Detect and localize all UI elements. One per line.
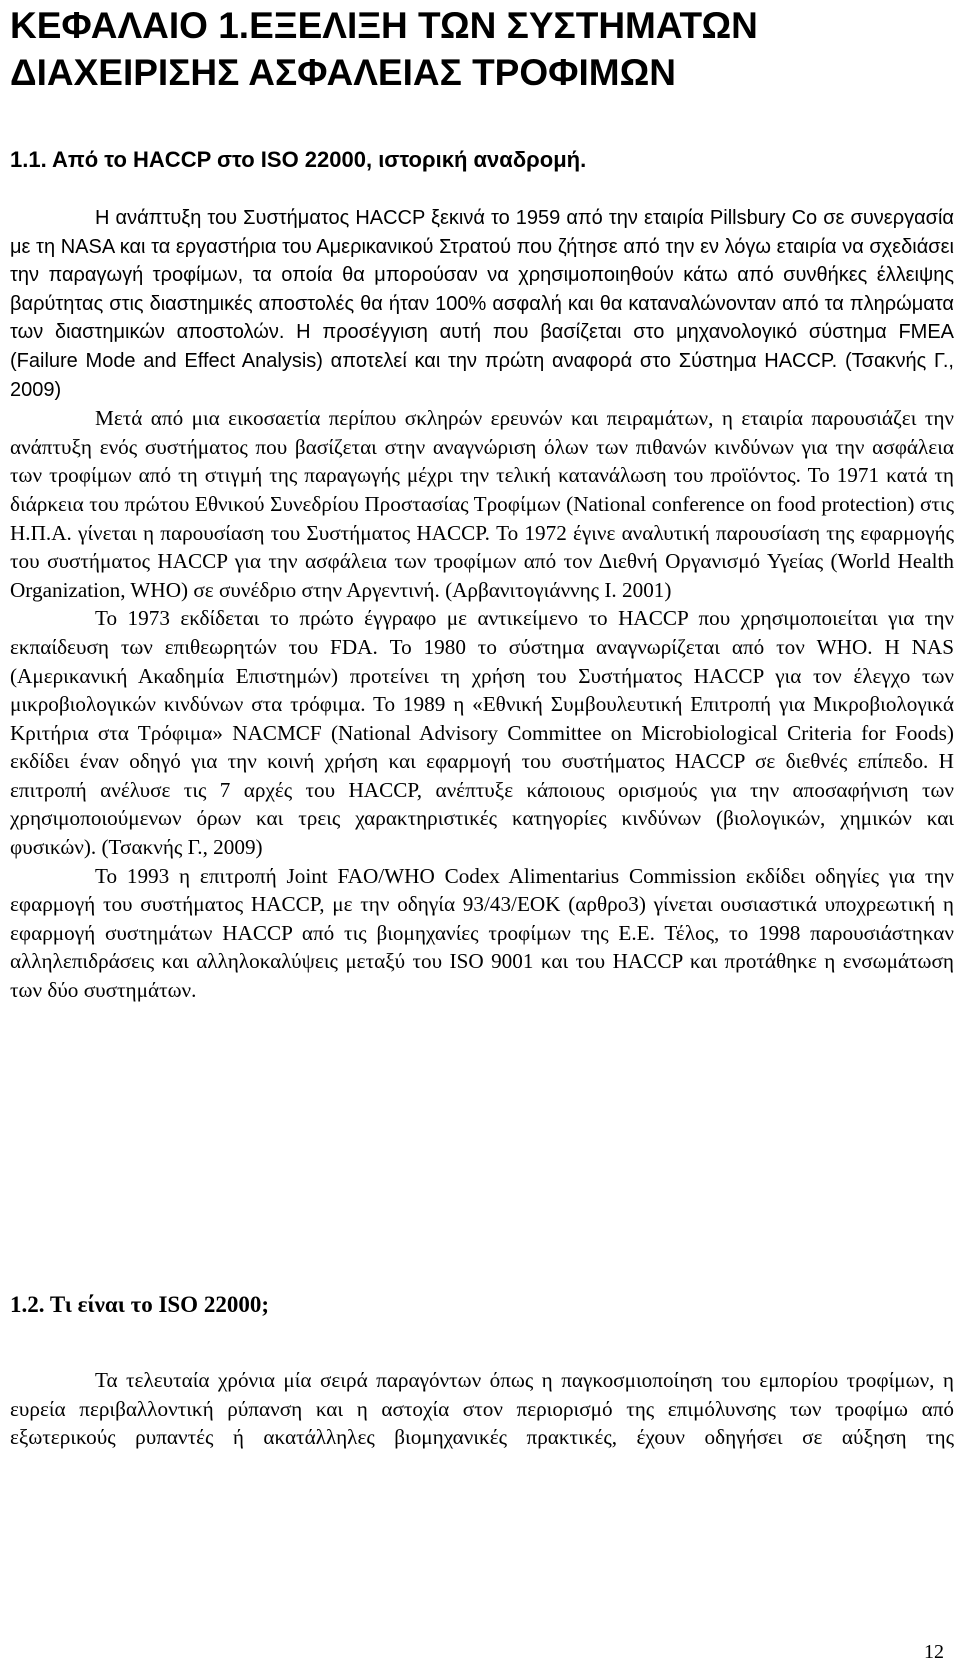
chapter-title: [10, 2, 954, 96]
paragraph-4: Το 1993 η επιτροπή Joint FAO/WHO Codex Alimentarius Commission εκδίδει οδηγίες για την εφαρμογή του συστήματος HACCP, με την οδηγία 93/43/ΕΟΚ (αρθρο3) γίνεται ουσιαστικά υποχρεωτική η εφαρμογή συστημάτων HACCP από τις βιομηχανίες τροφίμων της Ε.Ε. Τέλος, το 1998 παρουσιάστηκαν αλληλεπιδράσεις και αλληλοκαλύψεις μεταξύ του ISO 9001 και του HACCP και προτάθηκε η ενσωμάτωση των δύο συστημάτων.: [10, 863, 954, 1003]
chapter-title-line-1: ΚΕΦΑΛΑΙΟ 1.ΕΞΕΛΙΞΗ ΤΩΝ ΣΥΣΤΗΜΑΤΩΝ: [10, 5, 758, 46]
section-1-1-body: [10, 204, 954, 1005]
paragraph-5: Τα τελευταία χρόνια μία σειρά παραγόντων όπως η παγκοσμιοποίηση του εμπορίου τροφίμων, η ευρεία περιβαλλοντική ρύπανση και η αστοχία στον περιορισμό της επιμόλυνσης των τροφίμω από εξωτερικούς ρυπαντές ή ακατάλληλες βιομηχανικές πρακτικές, έχουν οδηγήσει σε αύξηση της: [10, 1368, 954, 1450]
page-number: 12: [924, 1641, 944, 1663]
paragraph-1: Η ανάπτυξη του Συστήματος HACCP ξεκινά το 1959 από την εταιρία Pillsbury Co σε συνεργασία με τη NASA και τα εργαστήρια του Αμερικανικού Στρατού που ζήτησε από την εν λόγω εταιρία να σχεδιάσει την παραγωγή τροφίμων, τα οποία θα μπορούσαν να χρησιμοποιηθούν κάτω από συνθήκες έλλειψης βαρύτητας στις διαστημικές αποστολές θα ήταν 100% ασφαλή και θα καταναλώνονταν από τα πληρώματα των διαστημικών αποστολών. Η προσέγγιση αυτή που βασίζεται στο μηχανολογικό σύστημα FMEA (Failure Mode and Effect Analysis) αποτελεί και την πρώτη αναφορά στο Σύστημα HACCP. (Τσακνής Γ., 2009): [10, 207, 954, 401]
paragraph-3: Το 1973 εκδίδεται το πρώτο έγγραφο με αντικείμενο το HACCP που χρησιμοποιείται για την εκπαίδευση των επιθεωρητών του FDA. Το 1980 το σύστημα αναγνωρίζεται από τον WHO. Η NAS (Αμερικανική Ακαδημία Επιστημών) προτείνει τη χρήση του Συστήματος HACCP για τον έλεγχο των μικροβιολογικών κινδύνων στα τρόφιμα. Το 1989 η «Εθνική Συμβουλευτική Επιτροπή για Μικροβιολογικά Κριτήρια στα Τρόφιμα» NACMCF (National Advisory Committee on Microbiological Criteria for Foods) εκδίδει έναν οδηγό για την κοινή χρήση και εφαρμογή του συστήματος HACCP σε διεθνές επίπεδο. Η επιτροπή ανέλυσε τις 7 αρχές του HACCP, ανέπτυξε κάποιους ορισμούς για την αποσαφήνιση των χρησιμοποιούμενων όρων και τρεις χαρακτηριστικές κατηγορίες κινδύνων (βιολογικών, χημικών και φυσικών). (Τσακνής Γ., 2009): [10, 606, 954, 860]
section-1-1-heading: 1.1. Από το HACCP στο ISO 22000, ιστορική αναδρομή.: [10, 147, 587, 172]
section-1-2-heading: 1.2. Τι είναι το ISO 22000;: [10, 1292, 269, 1317]
paragraph-2: Μετά από μια εικοσαετία περίπου σκληρών ερευνών και πειραμάτων, η εταιρία παρουσιάζει την ανάπτυξη ενός συστήματος που βασίζεται στην αναγνώριση όλων των πιθανών κινδύνων για την ασφάλεια των τροφίμων από τη στιγμή της παραγωγής μέχρι την τελική κατανάλωση του προϊόντος. Το 1971 κατά τη διάρκεια του πρώτου Εθνικού Συνεδρίου Προστασίας Τροφίμων (National conference on food protection) στις Η.Π.Α. γίνεται η παρουσίαση του Συστήματος HACCP. Το 1972 έγινε αναλυτική παρουσίαση της εφαρμογής του συστήματος HACCP για την ασφάλεια των τροφίμων από τον Διεθνή Οργανισμό Υγείας (World Health Organization, WHO) σε συνέδριο στην Αργεντινή. (Αρβανιτογιάννης Ι. 2001): [10, 406, 954, 602]
section-1-2-body: [10, 1366, 954, 1452]
chapter-title-line-2: ΔΙΑΧΕΙΡΙΣΗΣ ΑΣΦΑΛΕΙΑΣ ΤΡΟΦΙΜΩΝ: [10, 52, 676, 93]
